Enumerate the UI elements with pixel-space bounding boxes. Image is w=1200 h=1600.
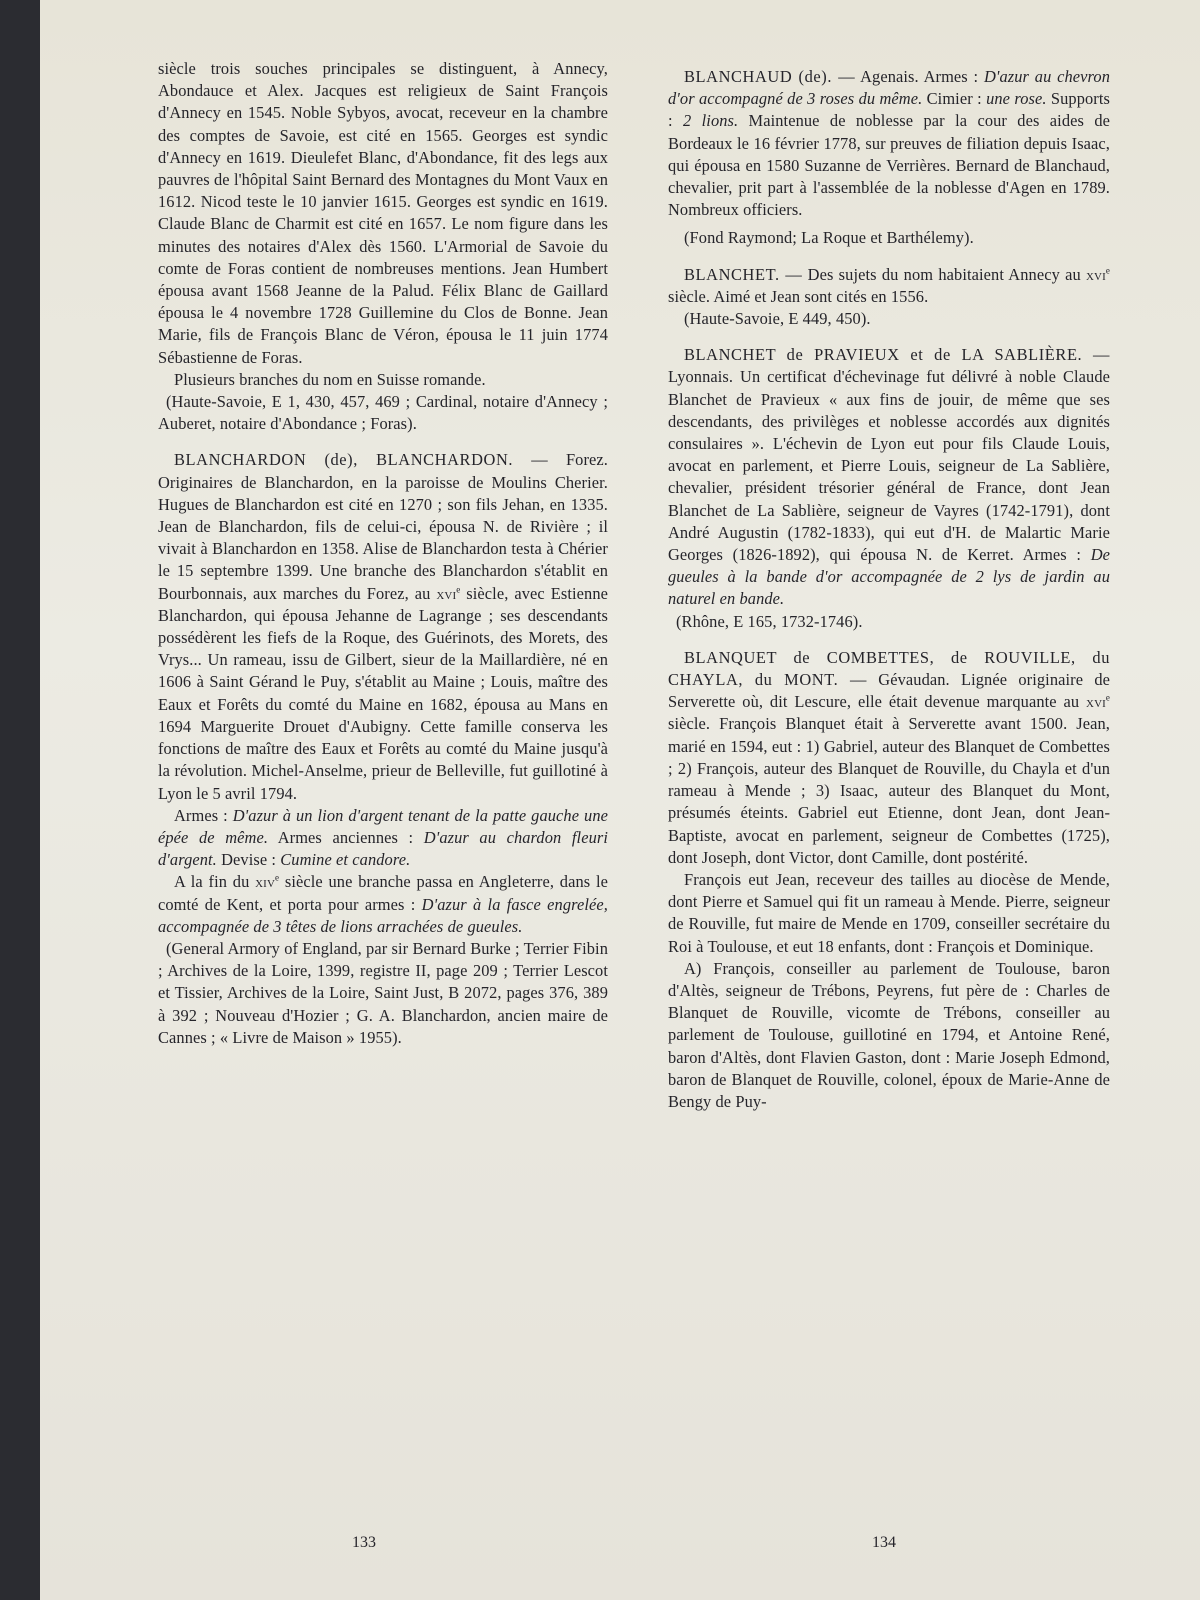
headword-blanchet-pravieux: BLANCHET de PRAVIEUX et de LA SABLIÈRE. — <box>684 345 1110 365</box>
paragraph-suisse: Plusieurs branches du nom en Suisse romande. <box>174 369 486 389</box>
left-column <box>158 58 608 1049</box>
page-number-left: 133 <box>352 1534 376 1551</box>
entry-blanchardon: BLANCHARDON (de), BLANCHARDON. — Forez. Originaires de Blanchardon, en la paroisse de Moulins Cherier. Hugues de Blanchardon est cité en 1270 ; son fils Jehan, en 1335. Jean de Blanchardon, fils de celui-ci, épousa N. de Rivière ; il vivait à Blanchardon en 1358. Alise de Blanchardon testa à Chérier le 15 septembre 1399. Une branche des Blanchardon s'établit en Bourbonnais, aux marches du Forez, au xvi$^e$ siècle, avec Estienne Blanchardon, qui épousa Jehanne de Lagrange ; ses descendants possédèrent les fiefs de la Roque, des Guérinots, des Morets, des Vrys... Un rameau, issu de Gilbert, sieur de la Maillardière, né en 1606 à Saint Gérand le Puy, s'établit au Maine ; Louis, maître des Eaux et Forêts du comté du Maine en 1682, épousa au Mans en 1694 Marguerite Drouet d'Aubigny. Cette famille conserva les fonctions de maître des Eaux et Forêts au comté du Maine jusqu'à la révolution. Michel-Anselme, prieur de Belleville, fut guillotiné à Lyon le 5 avril 1794. <box>158 450 608 803</box>
reference-pravieux: (Rhône, E 165, 1732-1746). <box>676 611 863 631</box>
reference-blanc: (Haute-Savoie, E 1, 430, 457, 469 ; Cardinal, notaire d'Annecy ; Auberet, notaire d'Abondance ; Foras). <box>158 392 608 434</box>
book-page-spread <box>40 0 1200 1600</box>
headword-blanchet: BLANCHET. — <box>684 264 803 284</box>
right-column <box>668 66 1110 1113</box>
reference-blanchardon: (General Armory of England, par sir Bernard Burke ; Terrier Fibin ; Archives de la Loire, 1399, registre II, page 209 ; Terrier Lescot et Tissier, Archives de la Loire, Saint Just, B 2072, pages 376, 389 à 392 ; Nouveau d'Hozier ; G. A. Blanchardon, ancien maire de Cannes ; « Livre de Maison » 1955). <box>158 938 608 1047</box>
headword-blanchardon: BLANCHARDON (de), BLANCHARDON. — <box>174 450 549 470</box>
page-number-right: 134 <box>872 1534 896 1551</box>
paragraph-francois: François eut Jean, receveur des tailles au diocèse de Mende, dont Pierre et Samuel qui fit un rameau à Mende. Pierre, seigneur de Rouville, fut maire de Mende en 1709, conseiller secrétaire du Roi à Toulouse, et eut 18 enfants, dont : François et Dominique. <box>668 869 1110 956</box>
paragraph-blanc-continued: siècle trois souches principales se distinguent, à Annecy, Abondauce et Alex. Jacques est religieux de Saint François d'Annecy en 1545. Noble Sybyos, avocat, receveur en la chambre des comptes de Savoie, est cité en 1565. Georges est syndic d'Annecy en 1619. Dieulefet Blanc, d'Abondance, fit des legs aux pauvres de l'hôpital Saint Bernard des Montagnes du Mont Vaux en 1612. Nicod teste le 10 janvier 1615. Georges est syndic en 1619. Claude Blanc de Charmit est cité en 1657. Le nom figure dans les minutes des notaires d'Alex dès 1560. L'Armorial de Savoie du comte de Foras contient de nombreuses mentions. Jean Humbert épousa avant 1568 Jeanne de la Palud. Félix Blanc de Gaillard épousa le 4 novembre 1728 Guillemine du Clos de Bonne. Jean Marie, fils de François Blanc de Véron, épousa le 11 juin 1774 Sébastienne de Foras. <box>158 59 608 367</box>
entry-blanchaud: BLANCHAUD (de). — Agenais. Armes : D'azur au chevron d'or accompagné de 3 roses du même. Cimier : une rose. Supports : 2 lions. Maintenue de noblesse par la cour des aides de Bordeaux le 16 février 1778, sur preuves de filiation depuis Isaac, qui épousa en 1580 Suzanne de Verrières. Bernard de Blanchaud, chevalier, prit part à l'assemblée de la noblesse d'Agen en 1789. Nombreux officiers. <box>668 67 1110 220</box>
reference-blanchaud: (Fond Raymond; La Roque et Barthélemy). <box>684 228 974 248</box>
entry-blanchet: BLANCHET. — Des sujets du nom habitaient Annecy au xvi$^e$ siècle. Aimé et Jean sont cités en 1556. <box>668 264 1110 306</box>
headword-blanquet: BLANQUET de COMBETTES, de ROUVILLE, du CHAYLA, du MONT. — <box>668 647 1110 690</box>
paragraph-angleterre: A la fin du xiv$^e$ siècle une branche passa en Angleterre, dans le comté de Kent, et porta pour armes : D'azur à la fasce engrelée, accompagnée de 3 têtes de lions arrachées de gueules. <box>158 872 609 936</box>
headword-blanchaud: BLANCHAUD (de). — <box>684 67 856 86</box>
paragraph-a-francois: A) François, conseiller au parlement de Toulouse, baron d'Altès, seigneur de Trébons, Peyrens, fut père de : Charles de Blanquet de Rouville, vicomte de Trébons, conseiller au parlement de Toulouse, guillotiné en 1794, et Antoine René, baron d'Altès, dont Flavien Gaston, dont : Marie Joseph Edmond, baron de Blanquet de Rouville, colonel, époux de Marie-Anne de Bengy de Puy- <box>668 958 1110 1111</box>
entry-blanchet-pravieux: BLANCHET de PRAVIEUX et de LA SABLIÈRE. — Lyonnais. Un certificat d'échevinage fut délivré à noble Claude Blanchet de Pravieux « aux fins de jouir, de même que ses descendants, des privilèges et noblesse accordés aux dignités consulaires ». L'échevin de Lyon eut pour fils Claude Louis, avocat en parlement, et Pierre Louis, seigneur de La Sablière, chevalier, président trésorier général de France, dont Jean Blanchet de La Sablière, seigneur de Vayres (1742-1791), dont André Augustin (1782-1833), qui eut d'H. de Malartic Marie Georges (1826-1892), qui épousa N. de Kerret. Armes : De gueules à la bande d'or accompagnée de 2 lys de jardin au naturel en bande. <box>668 345 1110 609</box>
paragraph-armes-blanchardon: Armes : D'azur à un lion d'argent tenant de la patte gauche une épée de même. Armes anciennes : D'azur au chardon fleuri d'argent. Devise : Cumine et candore. <box>158 805 608 870</box>
entry-blanquet: BLANQUET de COMBETTES, de ROUVILLE, du CHAYLA, du MONT. — Gévaudan. Lignée originaire de Serverette où, dit Lescure, elle était devenue marquante au xvi$^e$ siècle. François Blanquet était à Serverette avant 1500. Jean, marié en 1594, eut : 1) Gabriel, auteur des Blanquet de Combettes ; 2) François, auteur des Blanquet de Rouville, du Chayla et d'un rameau à Mende ; 3) Isaac, auteur des Blanquet du Mont, présumés éteints. Gabriel eut Etienne, dont Jean, dont Jean-Baptiste, avocat en parlement, seigneur de Combettes (1725), dont Joseph, dont Victor, dont Camille, dont postérité. <box>668 647 1110 867</box>
reference-blanchet: (Haute-Savoie, E 449, 450). <box>684 309 871 329</box>
